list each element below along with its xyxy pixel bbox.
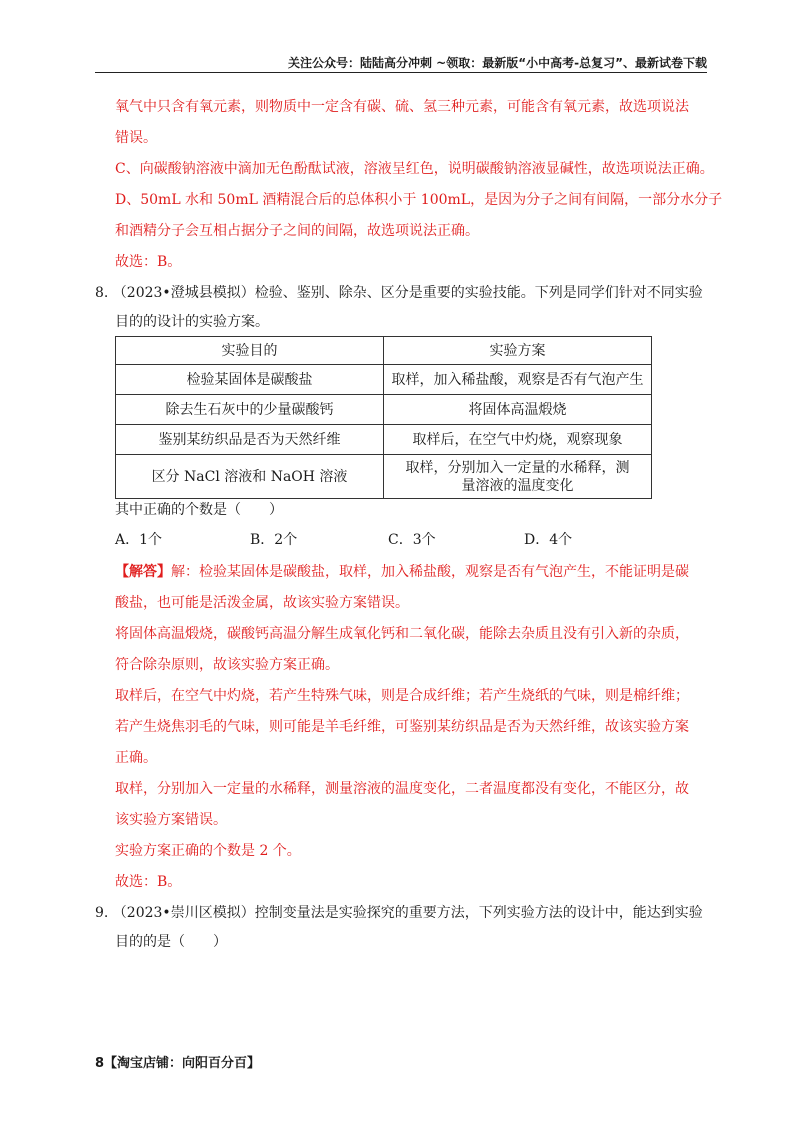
answer-line-2: 酸盐，也可能是活泼金属，故该实验方案错误。 <box>115 595 409 611</box>
prev-answer-line-2: 错误。 <box>115 130 157 146</box>
table-header-row <box>116 337 652 365</box>
table-cell-purpose: 区分 NaCl 溶液和 NaOH 溶液 <box>116 455 384 499</box>
page-footer: 8【淘宝店铺：向阳百分百】 <box>95 1056 261 1071</box>
answer-line-1 <box>115 562 689 582</box>
prev-answer-line-6: 故选：B。 <box>115 254 182 270</box>
table-cell-plan: 取样后，在空气中灼烧，观察现象 <box>384 425 652 455</box>
option-b: B．2个 <box>250 532 298 548</box>
q8-stem-line-1: 8. （2023•澄城县模拟）检验、鉴别、除杂、区分是重要的实验技能。下列是同学们针对不同实验 <box>95 285 703 301</box>
option-d: D．4个 <box>524 532 573 548</box>
table-cell-plan: 取样，加入稀盐酸，观察是否有气泡产生 <box>384 365 652 395</box>
answer-line-10: 实验方案正确的个数是 2 个。 <box>115 843 301 859</box>
table-cell-purpose: 检验某固体是碳酸盐 <box>116 365 384 395</box>
page-header: 关注公众号：陆陆高分冲刺 ~领取：最新版“小中高考-总复习”、最新试卷下载 <box>95 56 707 73</box>
answer-line-3: 将固体高温煅烧，碳酸钙高温分解生成氧化钙和二氧化碳，能除去杂质且没有引入新的杂质， <box>115 626 689 642</box>
prev-answer-line-1: 氧气中只含有氧元素，则物质中一定含有碳、硫、氢三种元素，可能含有氧元素，故选项说法 <box>115 99 689 115</box>
table-row <box>116 365 652 395</box>
q8-stem-line-2: 目的的设计的实验方案。 <box>115 314 269 330</box>
table-cell-plan: 取样，分别加入一定量的水稀释，测量溶液的温度变化 <box>384 455 652 499</box>
table-row <box>116 455 652 499</box>
answer-line-7: 正确。 <box>115 750 157 766</box>
option-c: C．3个 <box>388 532 436 548</box>
prev-answer-line-3: C、向碳酸钠溶液中滴加无色酚酞试液，溶液呈红色，说明碳酸钠溶液显碱性，故选项说法正确。 <box>115 161 714 177</box>
q9-stem-line-2: 目的的是（ ） <box>115 934 227 950</box>
answer-tag: 【解答】 <box>115 564 171 580</box>
answer-line-9: 该实验方案错误。 <box>115 812 227 828</box>
table-cell-purpose: 鉴别某纺织品是否为天然纤维 <box>116 425 384 455</box>
table-cell-plan: 将固体高温煅烧 <box>384 395 652 425</box>
option-a: A．1个 <box>115 532 163 548</box>
answer-line-8: 取样，分别加入一定量的水稀释，测量溶液的温度变化，二者温度都没有变化，不能区分，故 <box>115 781 689 797</box>
answer-line-1-text: 解：检验某固体是碳酸盐，取样，加入稀盐酸，观察是否有气泡产生，不能证明是碳 <box>171 564 689 580</box>
q9-stem-line-1: 9. （2023•崇川区模拟）控制变量法是实验探究的重要方法，下列实验方法的设计中，能达到实验 <box>95 905 703 921</box>
experiment-table <box>115 336 652 499</box>
prev-answer-line-4: D、50mL 水和 50mL 酒精混合后的总体积小于 100mL，是因为分子之间有间隔，一部分水分子 <box>115 192 723 208</box>
table-header-plan: 实验方案 <box>384 337 652 365</box>
answer-line-6: 若产生烧焦羽毛的气味，则可能是羊毛纤维，可鉴别某纺织品是否为天然纤维，故该实验方案 <box>115 719 689 735</box>
answer-line-11: 故选：B。 <box>115 874 182 890</box>
prev-answer-line-5: 和酒精分子会互相占据分子之间的间隔，故选项说法正确。 <box>115 223 479 239</box>
answer-line-4: 符合除杂原则，故该实验方案正确。 <box>115 657 339 673</box>
answer-line-5: 取样后，在空气中灼烧，若产生特殊气味，则是合成纤维；若产生烧纸的气味，则是棉纤维； <box>115 688 689 704</box>
q8-question: 其中正确的个数是（ ） <box>115 502 283 518</box>
table-cell-purpose: 除去生石灰中的少量碳酸钙 <box>116 395 384 425</box>
table-row <box>116 395 652 425</box>
table-row <box>116 425 652 455</box>
table-header-purpose: 实验目的 <box>116 337 384 365</box>
